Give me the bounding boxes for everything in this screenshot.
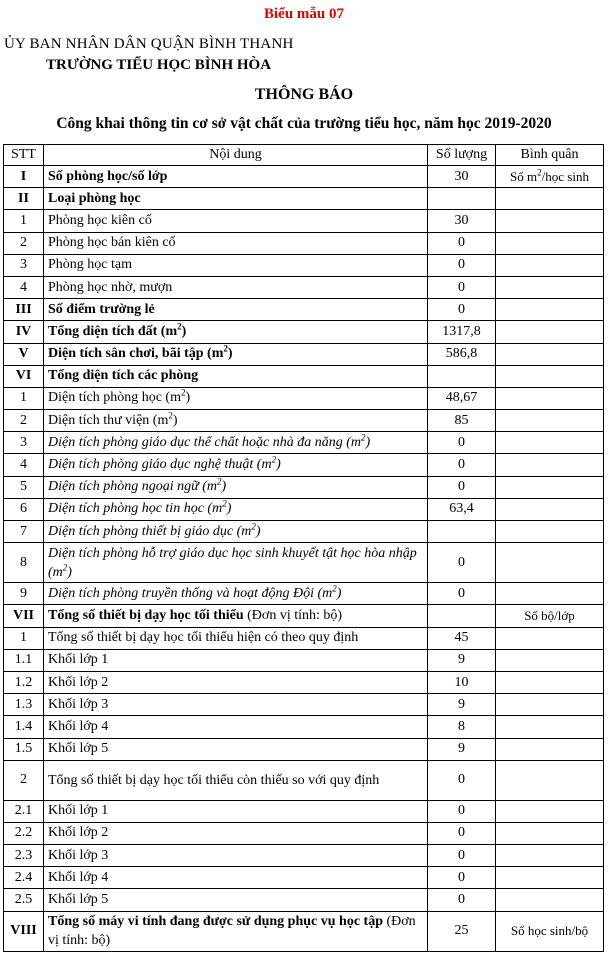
table-row [4, 800, 604, 822]
notice-title: THÔNG BÁO [254, 86, 354, 103]
content-tail: ) [172, 412, 178, 428]
row-avg: Số học sinh/bộ [496, 911, 604, 951]
content-sup: 2 [332, 583, 337, 594]
content-text: Diện tích phòng truyền thống và hoạt động Đội (m [48, 585, 333, 601]
row-qty: 0 [428, 299, 496, 321]
table-row [4, 889, 604, 911]
row-avg [496, 845, 604, 867]
content-tail: ) [276, 457, 281, 473]
row-content [44, 543, 428, 583]
content-text: Diện tích phòng giáo dục nghệ thuật (m [48, 457, 272, 473]
table-row [4, 760, 604, 800]
row-content [44, 387, 428, 409]
col-header-qty: Số lượng [428, 145, 496, 166]
content-text: Diện tích phòng hỗ trợ giáo dục học sinh khuyết tật học hòa nhập (m [48, 545, 417, 580]
row-avg [496, 387, 604, 409]
row-avg [496, 583, 604, 605]
col-header-avg: Bình quân [496, 145, 604, 166]
row-stt: III [4, 299, 44, 321]
row-content: Số phòng học/số lớp [44, 166, 428, 188]
row-content [44, 476, 428, 498]
row-qty: 85 [428, 410, 496, 432]
row-avg [496, 649, 604, 671]
content-sup: 2 [168, 410, 173, 420]
table-row [4, 583, 604, 605]
row-qty [428, 521, 496, 543]
row-avg [496, 432, 604, 454]
table-row [4, 822, 604, 844]
content-tail: ) [365, 434, 371, 450]
row-avg [496, 188, 604, 210]
row-content: Phòng học kiên cố [44, 210, 428, 232]
table-row [4, 365, 604, 387]
row-qty: 0 [428, 867, 496, 889]
row-qty: 0 [428, 543, 496, 583]
row-qty: 25 [428, 911, 496, 951]
row-qty: 30 [428, 210, 496, 232]
row-qty: 9 [428, 738, 496, 760]
table-row [4, 210, 604, 232]
row-avg [496, 454, 604, 476]
row-content [44, 583, 428, 605]
content-text: Diện tích phòng học tin học (m [48, 501, 223, 517]
row-avg [496, 671, 604, 693]
row-stt: 9 [4, 583, 44, 605]
content-tail: ) [255, 523, 261, 539]
col-header-stt: STT [4, 145, 44, 166]
table-row [4, 410, 604, 432]
row-avg [496, 760, 604, 800]
content-sup: 2 [217, 476, 222, 487]
facilities-table [3, 144, 604, 952]
row-stt: 4 [4, 454, 44, 476]
content-text: Diện tích sân chơi, bãi tập (m [48, 346, 224, 362]
row-content: Khối lớp 4 [44, 716, 428, 738]
row-content [44, 432, 428, 454]
row-avg [496, 232, 604, 254]
row-avg [496, 521, 604, 543]
row-content: Khối lớp 3 [44, 845, 428, 867]
row-content: Phòng học tạm [44, 254, 428, 276]
row-qty: 0 [428, 845, 496, 867]
row-stt: 2.4 [4, 867, 44, 889]
org-line-1: ỦY BAN NHÂN DÂN QUẬN BÌNH THANH [4, 36, 294, 52]
row-stt: 1.2 [4, 671, 44, 693]
row-qty: 9 [428, 649, 496, 671]
row-qty: 0 [428, 432, 496, 454]
row-qty: 10 [428, 671, 496, 693]
row-content [44, 343, 428, 365]
row-content [44, 410, 428, 432]
table-row [4, 387, 604, 409]
row-stt: 2.1 [4, 800, 44, 822]
avg-text: Số m [510, 168, 538, 184]
org-line-2: TRƯỜNG TIỂU HỌC BÌNH HÒA [46, 57, 272, 73]
row-qty: 1317,8 [428, 321, 496, 343]
row-stt: 2 [4, 760, 44, 800]
row-content: Số điểm trường lẻ [44, 299, 428, 321]
row-stt: VI [4, 365, 44, 387]
row-avg [496, 627, 604, 649]
row-stt: 3 [4, 432, 44, 454]
row-qty: 0 [428, 800, 496, 822]
row-qty [428, 188, 496, 210]
row-content: Khối lớp 1 [44, 649, 428, 671]
row-stt: 1 [4, 210, 44, 232]
row-stt: 3 [4, 254, 44, 276]
table-row [4, 649, 604, 671]
row-content: Loại phòng học [44, 188, 428, 210]
row-content [44, 521, 428, 543]
row-qty: 45 [428, 627, 496, 649]
content-sup: 2 [251, 520, 256, 531]
row-content: Khối lớp 4 [44, 867, 428, 889]
content-text: Tổng số máy vi tính đang được sử dụng phục vụ học tập [48, 914, 383, 930]
row-content: Tổng số thiết bị dạy học tối thiểu còn thiếu so với quy định [44, 760, 428, 800]
row-content: Tổng số thiết bị dạy học tối thiểu hiện có theo quy định [44, 627, 428, 649]
content-sup: 2 [62, 562, 68, 573]
row-qty: 30 [428, 166, 496, 188]
content-sup: 2 [222, 498, 227, 509]
content-text: Tổng diện tích đất (m [48, 323, 178, 339]
row-stt: 2.2 [4, 822, 44, 844]
table-row [4, 716, 604, 738]
row-avg [496, 694, 604, 716]
row-qty: 48,67 [428, 387, 496, 409]
content-note: (Đơn vị tính: bộ) [243, 607, 343, 623]
table-row [4, 321, 604, 343]
row-content: Phòng học nhờ, mượn [44, 276, 428, 298]
content-text: Diện tích phòng thiết bị giáo dục (m [48, 523, 252, 539]
table-row [4, 694, 604, 716]
row-content [44, 498, 428, 520]
table-row [4, 738, 604, 760]
content-text: Tổng số thiết bị dạy học tối thiểu [48, 607, 244, 623]
content-sup: 2 [223, 343, 228, 354]
table-row [4, 432, 604, 454]
row-stt: VII [4, 605, 44, 627]
row-avg: Số bộ/lớp [496, 605, 604, 627]
row-content: Khối lớp 2 [44, 671, 428, 693]
table-header-row [4, 145, 604, 166]
row-avg [496, 343, 604, 365]
row-avg [496, 476, 604, 498]
row-avg [496, 738, 604, 760]
table-row [4, 671, 604, 693]
row-stt: 1.5 [4, 738, 44, 760]
row-avg [496, 716, 604, 738]
table-row [4, 627, 604, 649]
row-stt: V [4, 343, 44, 365]
table-row [4, 498, 604, 520]
row-stt: 1.3 [4, 694, 44, 716]
avg-tail: /học sinh [541, 168, 589, 184]
row-stt: 7 [4, 521, 44, 543]
row-stt: 1 [4, 627, 44, 649]
table-row [4, 299, 604, 321]
content-note: (Đơn vị tính: bộ) [48, 914, 416, 949]
row-stt: 2 [4, 410, 44, 432]
table-row [4, 911, 604, 951]
row-avg [496, 210, 604, 232]
row-qty: 0 [428, 232, 496, 254]
table-row [4, 521, 604, 543]
document-heading: Công khai thông tin cơ sở vật chất của trường tiểu học, năm học 2019-2020 [56, 115, 552, 132]
row-content: Khối lớp 5 [44, 738, 428, 760]
row-qty: 63,4 [428, 498, 496, 520]
content-text: Diện tích thư viện (m [48, 412, 169, 428]
table-row [4, 188, 604, 210]
row-content [44, 605, 428, 627]
row-content [44, 321, 428, 343]
row-avg [496, 299, 604, 321]
table-row [4, 476, 604, 498]
row-avg [496, 321, 604, 343]
table-row [4, 867, 604, 889]
row-avg [496, 254, 604, 276]
content-sup: 2 [361, 432, 366, 443]
content-tail: ) [181, 323, 187, 339]
row-avg [496, 800, 604, 822]
row-avg [496, 276, 604, 298]
table-row [4, 543, 604, 583]
content-sup: 2 [180, 387, 186, 398]
row-qty: 0 [428, 276, 496, 298]
row-avg [496, 822, 604, 844]
row-stt: II [4, 188, 44, 210]
row-stt: 1.4 [4, 716, 44, 738]
row-stt: 5 [4, 476, 44, 498]
row-stt: 4 [4, 276, 44, 298]
row-qty: 8 [428, 716, 496, 738]
row-content: Khối lớp 3 [44, 694, 428, 716]
row-avg [496, 498, 604, 520]
row-qty: 0 [428, 889, 496, 911]
row-stt: 2 [4, 232, 44, 254]
row-stt: VIII [4, 911, 44, 951]
table-row [4, 343, 604, 365]
row-stt: 8 [4, 543, 44, 583]
row-stt: 1.1 [4, 649, 44, 671]
table-row [4, 454, 604, 476]
row-stt: 2.5 [4, 889, 44, 911]
row-content [44, 911, 428, 951]
form-number: Biểu mẫu 07 [263, 6, 344, 22]
table-row [4, 845, 604, 867]
content-text: Diện tích phòng giáo dục thể chất hoặc nhà đa năng (m [48, 434, 362, 450]
content-tail: ) [67, 564, 72, 580]
content-tail: ) [226, 501, 232, 517]
content-sup: 2 [177, 321, 182, 332]
row-stt: 1 [4, 387, 44, 409]
row-avg [496, 889, 604, 911]
row-stt: IV [4, 321, 44, 343]
row-avg [496, 543, 604, 583]
row-stt: 2.3 [4, 845, 44, 867]
avg-sup: 2 [537, 167, 542, 178]
row-qty: 0 [428, 476, 496, 498]
table-row [4, 166, 604, 188]
row-qty: 0 [428, 454, 496, 476]
row-content: Phòng học bán kiên cố [44, 232, 428, 254]
row-content [44, 454, 428, 476]
row-content: Khối lớp 5 [44, 889, 428, 911]
row-avg [496, 365, 604, 387]
row-qty: 586,8 [428, 343, 496, 365]
row-content: Khối lớp 2 [44, 822, 428, 844]
row-avg [496, 410, 604, 432]
row-avg [496, 166, 604, 188]
content-tail: ) [336, 585, 342, 601]
row-avg [496, 867, 604, 889]
row-qty [428, 605, 496, 627]
col-header-content: Nội dung [44, 145, 428, 166]
row-stt: I [4, 166, 44, 188]
table-row [4, 254, 604, 276]
row-qty: 0 [428, 822, 496, 844]
content-tail: ) [221, 479, 227, 495]
row-qty: 0 [428, 760, 496, 800]
content-text: Diện tích phòng học (m [48, 390, 181, 406]
table-row [4, 232, 604, 254]
row-content: Tổng diện tích các phòng [44, 365, 428, 387]
row-qty [428, 365, 496, 387]
row-qty: 0 [428, 254, 496, 276]
row-qty: 0 [428, 583, 496, 605]
row-content: Khối lớp 1 [44, 800, 428, 822]
content-tail: ) [185, 390, 191, 406]
table-row [4, 605, 604, 627]
row-qty: 9 [428, 694, 496, 716]
content-sup: 2 [271, 454, 277, 465]
table-row [4, 276, 604, 298]
content-text: Diện tích phòng ngoại ngữ (m [48, 479, 218, 495]
content-tail: ) [227, 346, 233, 362]
row-stt: 6 [4, 498, 44, 520]
